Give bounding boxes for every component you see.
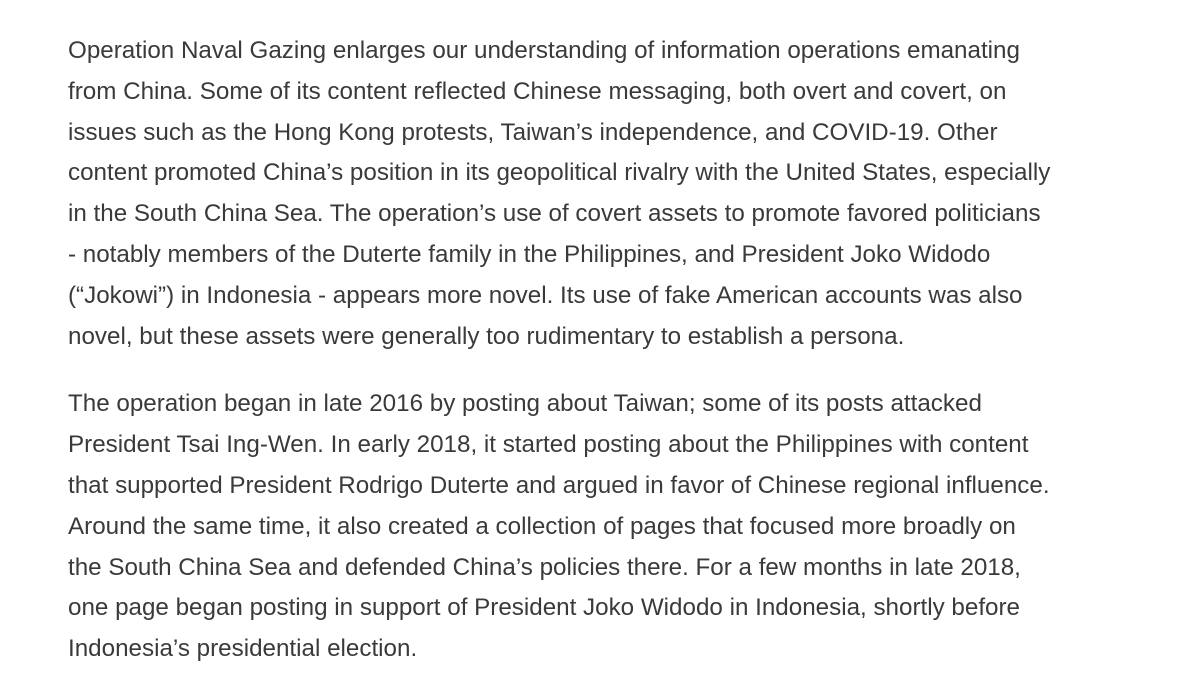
text-line: from China. Some of its content reflected Chinese messaging, both overt and covert, on	[68, 77, 1007, 105]
text-line: issues such as the Hong Kong protests, Taiwan’s independence, and COVID-19. Other	[68, 118, 998, 146]
text-line: Around the same time, it also created a collection of pages that focused more broadly on	[68, 512, 1016, 540]
text-line: The operation began in late 2016 by posting about Taiwan; some of its posts attacked	[68, 390, 982, 418]
text-line: novel, but these assets were generally too rudimentary to establish a persona.	[68, 322, 905, 350]
text-line: the South China Sea and defended China’s policies there. For a few months in late 2018,	[68, 553, 1021, 581]
document-body	[68, 31, 1194, 670]
text-line: - notably members of the Duterte family in the Philippines, and President Joko Widodo	[68, 240, 991, 268]
text-line: in the South China Sea. The operation’s use of covert assets to promote favored politicians	[68, 200, 1041, 228]
text-line: Indonesia’s presidential election.	[68, 635, 418, 663]
text-line: (“Jokowi”) in Indonesia - appears more novel. Its use of fake American accounts was also	[68, 281, 1023, 309]
text-line: that supported President Rodrigo Duterte and argued in favor of Chinese regional influence.	[68, 471, 1050, 499]
paragraph-1	[68, 31, 1194, 357]
text-line: content promoted China’s position in its geopolitical rivalry with the United States, especially	[68, 159, 1051, 187]
text-line: one page began posting in support of President Joko Widodo in Indonesia, shortly before	[68, 594, 1021, 622]
paragraph-2	[68, 384, 1194, 670]
text-line: President Tsai Ing-Wen. In early 2018, it started posting about the Philippines with content	[68, 431, 1029, 459]
text-line: Operation Naval Gazing enlarges our understanding of information operations emanating	[68, 37, 1020, 64]
